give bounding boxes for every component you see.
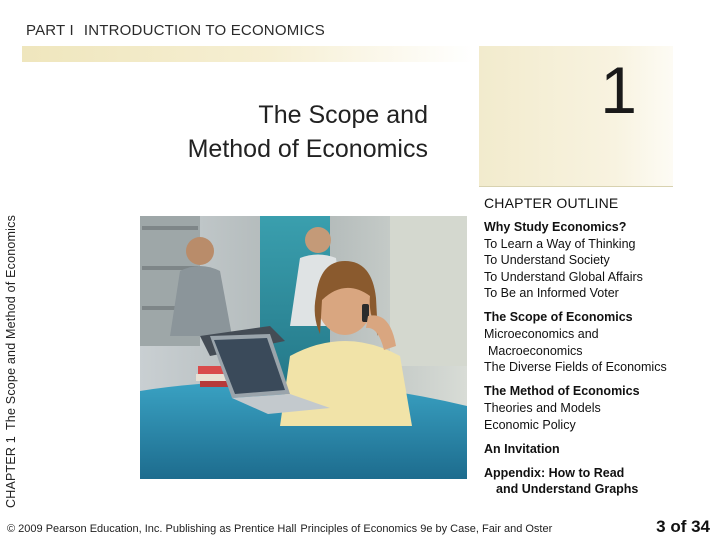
header-bar <box>22 46 474 62</box>
outline-item: Macroeconomics <box>488 343 583 358</box>
title-line-2: Method of Economics <box>187 135 428 163</box>
outline-item: The Diverse Fields of Economics <box>484 360 667 375</box>
outline-item: Economic Policy <box>484 417 576 432</box>
outline-section <box>484 219 714 302</box>
outline-section <box>484 465 714 498</box>
outline-item: To Learn a Way of Thinking <box>484 236 636 251</box>
outline-item: Theories and Models <box>484 400 601 415</box>
page-title <box>88 98 428 166</box>
chapter-outline <box>484 219 714 505</box>
title-line-1: The Scope and <box>258 101 428 129</box>
outline-section-heading: Appendix: How to Read <box>484 465 625 480</box>
outline-item: and Understand Graphs <box>496 482 639 497</box>
part-title: INTRODUCTION TO ECONOMICS <box>83 22 326 39</box>
sidebar-chapter-number: CHAPTER 1 <box>4 436 18 508</box>
sidebar-chapter-title: The Scope and Method of Economics <box>4 214 18 431</box>
outline-item: To Understand Global Affairs <box>484 269 643 284</box>
outline-item: To Understand Society <box>484 253 610 268</box>
outline-item: Microeconomics and <box>484 327 599 342</box>
part-label <box>26 22 325 39</box>
outline-section <box>484 441 714 458</box>
footer-copyright: © 2009 Pearson Education, Inc. Publishing as Prentice Hall <box>7 523 297 535</box>
outline-section-heading: The Method of Economics <box>484 384 640 399</box>
footer-course: Principles of Economics 9e by Case, Fair and Oster <box>300 523 553 535</box>
footer <box>7 523 552 535</box>
outline-section-heading: The Scope of Economics <box>484 310 633 325</box>
students-photo-illustration <box>140 216 467 479</box>
sidebar-chapter-label <box>4 215 18 508</box>
page-number: 3 of 34 <box>656 517 710 536</box>
outline-section-heading: Why Study Economics? <box>484 220 627 234</box>
chapter-number: 1 <box>600 53 637 127</box>
chapter-photo <box>140 216 467 479</box>
outline-section <box>484 309 714 375</box>
outline-section-heading: An Invitation <box>484 441 560 456</box>
outline-section <box>484 383 714 433</box>
part-number: PART I <box>26 22 74 39</box>
chapter-number-panel <box>479 46 673 187</box>
chapter-outline-heading: CHAPTER OUTLINE <box>484 195 619 211</box>
outline-item: To Be an Informed Voter <box>484 286 619 301</box>
